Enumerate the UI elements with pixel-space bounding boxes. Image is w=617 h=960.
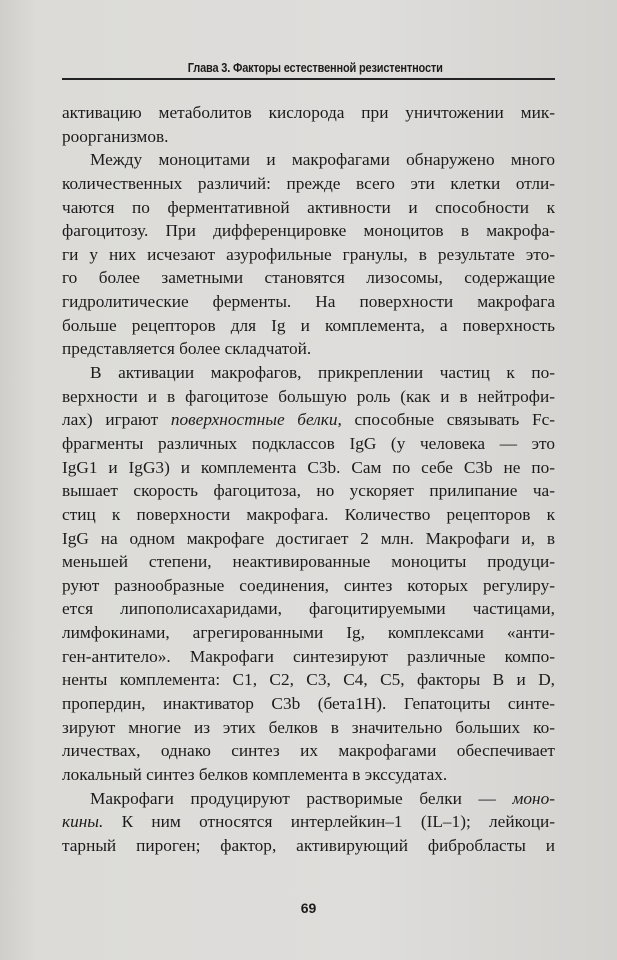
text-line xyxy=(62,266,555,290)
text-line xyxy=(62,148,555,172)
text-run: лах) играют xyxy=(62,410,171,430)
text-run: количественных различий: прежде всего эти клетки отли- xyxy=(62,173,555,193)
text-line xyxy=(62,763,555,787)
text-run: тарный пироген; фактор, активирующий фибробласты и xyxy=(62,835,555,855)
text-run: фрагменты различных подклассов IgG (у человека — это xyxy=(62,433,555,453)
text-run: верхности и в фагоцитозе большую роль (как и в нейтрофи- xyxy=(62,386,555,406)
text-line xyxy=(62,196,555,220)
text-line xyxy=(62,337,555,361)
italic-term: поверхностные белки, xyxy=(170,410,342,430)
text-line xyxy=(62,527,555,551)
text-line xyxy=(62,739,555,763)
text-line xyxy=(62,219,555,243)
text-line xyxy=(62,456,555,480)
text-run: ненты комплемента: C1, C2, C3, C4, C5, факторы B и D, xyxy=(62,670,555,690)
text-line xyxy=(62,503,555,527)
text-run: вышает скорость фагоцитоза, но ускоряет прилипание ча- xyxy=(62,481,555,501)
text-run: Между моноцитами и макрофагами обнаружено много xyxy=(90,150,555,170)
text-line xyxy=(62,550,555,574)
text-line xyxy=(62,574,555,598)
text-run: меньшей степени, неактивированные моноциты продуци- xyxy=(62,552,555,572)
text-line xyxy=(62,645,555,669)
text-line xyxy=(62,716,555,740)
text-line xyxy=(62,290,555,314)
text-run: Макрофаги продуцируют растворимые белки — xyxy=(90,788,513,808)
text-line xyxy=(62,361,555,385)
text-run: руют разнообразные соединения, синтез которых регулиру- xyxy=(62,575,555,595)
text-line xyxy=(62,787,555,811)
text-run: ется липополисахаридами, фагоцитируемыми частицами, xyxy=(62,599,555,619)
italic-term: моно- xyxy=(512,788,555,808)
text-run: роорганизмов. xyxy=(62,126,169,146)
text-run: го более заметными становятся лизосомы, содержащие xyxy=(62,268,555,288)
text-line xyxy=(62,479,555,503)
text-run: IgG на одном макрофаге достигает 2 млн. Макрофаги и, в xyxy=(62,528,555,548)
text-run: локальный синтез белков комплемента в экссудатах. xyxy=(62,764,448,784)
text-line xyxy=(62,621,555,645)
running-header xyxy=(62,56,555,80)
paragraph xyxy=(62,101,555,148)
text-line xyxy=(62,385,555,409)
text-line xyxy=(62,834,555,858)
body-text xyxy=(62,101,555,858)
text-run: стиц к поверхности макрофага. Количество рецепторов к xyxy=(62,504,555,524)
text-line xyxy=(62,408,555,432)
text-run: больше рецепторов для Ig и комплемента, а поверхность xyxy=(62,315,555,335)
text-run: представляется более складчатой. xyxy=(62,339,312,359)
text-line xyxy=(62,810,555,834)
text-run: личествах, однако синтез их макрофагами обеспечивает xyxy=(62,741,555,761)
text-line xyxy=(62,101,555,125)
text-line xyxy=(62,314,555,338)
running-title: Глава 3. Факторы естественной резистентности xyxy=(188,61,443,75)
text-line xyxy=(62,668,555,692)
text-run: К ним относятся интерлейкин–1 (IL–1); лейкоци- xyxy=(103,812,555,832)
text-run: активацию метаболитов кислорода при уничтожении мик- xyxy=(62,103,555,122)
text-run: пропердин, инактиватор C3b (бета1H). Гепатоциты синте- xyxy=(62,694,555,714)
paragraph xyxy=(62,361,555,787)
text-line xyxy=(62,125,555,149)
text-run: гидролитические ферменты. На поверхности макрофага xyxy=(62,292,555,312)
text-line xyxy=(62,432,555,456)
text-run: фагоцитозу. При дифференцировке моноцитов в макрофа- xyxy=(62,221,555,241)
italic-term: кины. xyxy=(62,812,104,832)
text-run: чаются по ферментативной активности и способности к xyxy=(62,197,555,217)
text-line xyxy=(62,692,555,716)
text-run: лимфокинами, агрегированными Ig, комплексами «анти- xyxy=(62,623,555,643)
text-line xyxy=(62,597,555,621)
text-line xyxy=(62,243,555,267)
text-run: зируют многие из этих белков в значительно больших ко- xyxy=(62,717,555,737)
text-run: В активации макрофагов, прикреплении частиц к по- xyxy=(90,363,555,383)
text-run: ген-антитело». Макрофаги синтезируют различные компо- xyxy=(62,646,555,666)
paragraph xyxy=(62,787,555,858)
paragraph xyxy=(62,148,555,361)
page-number: 69 xyxy=(300,900,317,916)
text-run: способные связывать Fc- xyxy=(341,410,555,430)
text-line xyxy=(62,172,555,196)
text-run: ги у них исчезают азурофильные гранулы, в результате это- xyxy=(62,244,555,264)
text-run: IgG1 и IgG3) и комплемента C3b. Сам по себе C3b не по- xyxy=(62,457,555,477)
